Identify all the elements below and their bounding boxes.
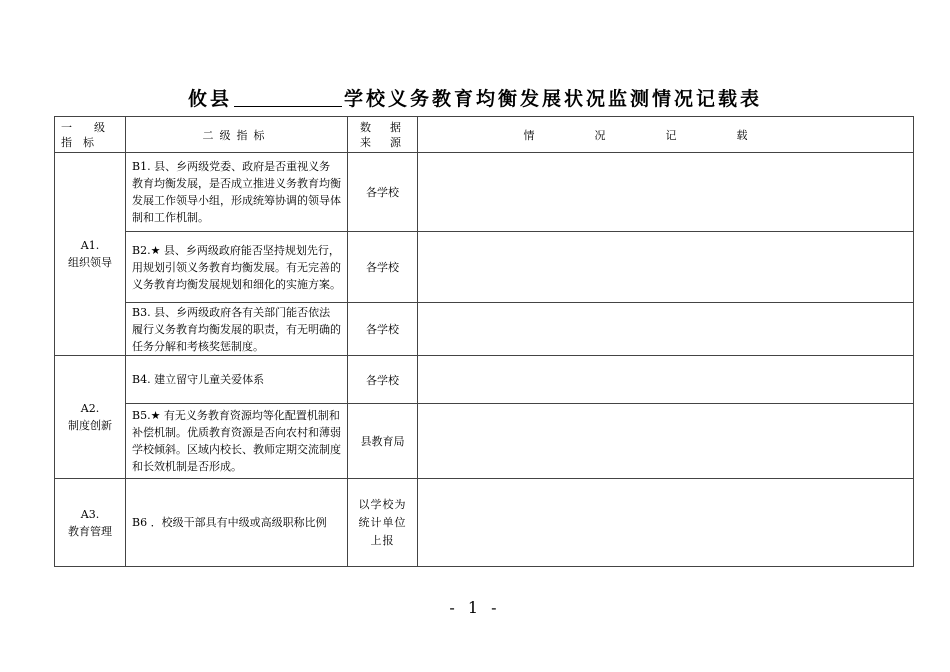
level1-name: 组织领导 (68, 256, 112, 269)
source-line: 统计单位 (358, 515, 407, 529)
table-row (55, 303, 914, 356)
source-cell: 县教育局 (348, 404, 418, 479)
record-cell[interactable] (418, 356, 914, 404)
header-level1-line2: 指 标 (61, 135, 94, 149)
record-cell[interactable] (418, 404, 914, 479)
title-blank-line (234, 88, 342, 107)
table-row (55, 153, 914, 232)
level2-cell-b5: B5.★ 有无义务教育资源均等化配置机制和补偿机制。优质教育资源是否向农村和薄弱学校倾斜。区域内校长、教师定期交流制度和长效机制是否形成。 (126, 404, 348, 479)
level2-cell-b3: B3. 县、乡两级政府各有关部门能否依法履行义务教育均衡发展的职责，有无明确的任务分解和考核奖惩制度。 (126, 303, 348, 356)
table-row (55, 356, 914, 404)
level1-name: 制度创新 (68, 419, 112, 432)
table-header-row (55, 117, 914, 153)
level2-cell-b6: B6 ．校级干部具有中级或高级职称比例 (126, 479, 348, 567)
level1-code: A1. (80, 239, 100, 252)
level1-name: 教育管理 (68, 524, 112, 538)
header-level1-line1: 一 级 (61, 120, 105, 134)
header-record: 情况记载 (418, 117, 914, 153)
level1-cell-a1 (55, 153, 126, 356)
source-cell (348, 479, 418, 567)
header-source-line2: 来 源 (360, 135, 405, 149)
source-cell: 各学校 (348, 153, 418, 232)
source-cell: 各学校 (348, 303, 418, 356)
table-row (55, 232, 914, 303)
table-row (55, 404, 914, 479)
source-line: 以学校为 (358, 497, 407, 511)
level2-cell-b4: B4. 建立留守儿童关爱体系 (126, 356, 348, 404)
header-level2: 二级指标 (126, 117, 348, 153)
level2-cell-b2: B2.★ 县、乡两级政府能否坚持规划先行，用规划引领义务教育均衡发展。有无完善的义务教育均衡发展规划和细化的实施方案。 (126, 232, 348, 303)
level1-cell-a2 (55, 356, 126, 479)
level1-code: A2. (80, 402, 100, 415)
record-table (54, 116, 914, 567)
record-cell[interactable] (418, 153, 914, 232)
level2-cell-b1: B1. 县、乡两级党委、政府是否重视义务教育均衡发展，是否成立推进义务教育均衡发展工作领导小组，形成统筹协调的领导体制和工作机制。 (126, 153, 348, 232)
source-line: 上报 (370, 533, 395, 547)
source-cell: 各学校 (348, 232, 418, 303)
title-prefix: 攸县 (187, 88, 232, 110)
record-cell[interactable] (418, 479, 914, 567)
title-suffix: 学校义务教育均衡发展状况监测情况记载表 (344, 88, 763, 110)
header-source (348, 117, 418, 153)
level1-cell-a3 (55, 479, 126, 567)
source-cell: 各学校 (348, 356, 418, 404)
header-source-line1: 数 据 (360, 120, 405, 134)
level1-code: A3. (80, 507, 100, 521)
record-cell[interactable] (418, 303, 914, 356)
table-row (55, 479, 914, 567)
page-title (0, 84, 950, 111)
record-cell[interactable] (418, 232, 914, 303)
page-number: - 1 - (449, 598, 501, 617)
header-level1 (55, 117, 126, 153)
